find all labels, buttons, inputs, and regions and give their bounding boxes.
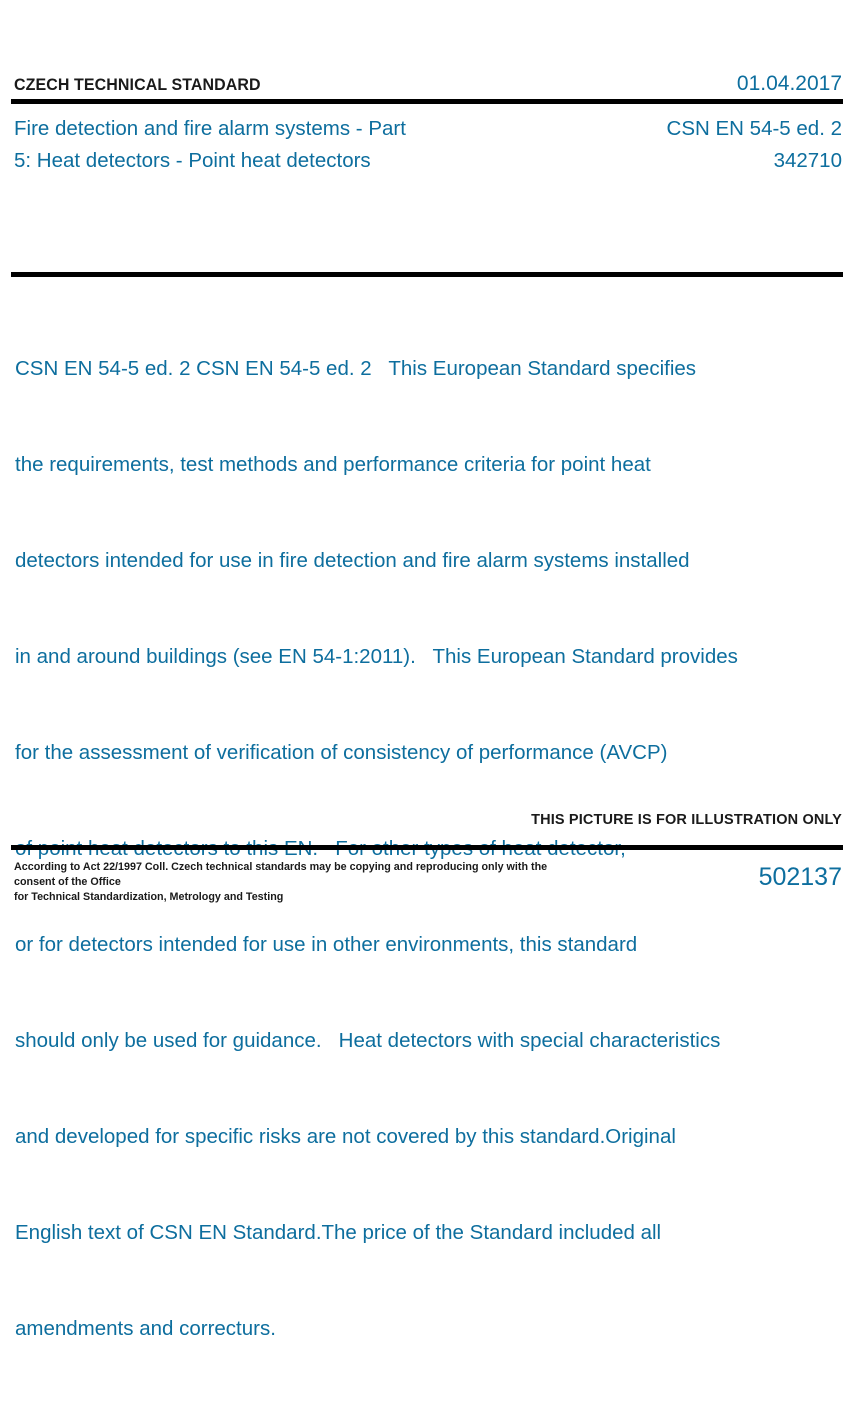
publication-date: 01.04.2017 xyxy=(736,72,842,95)
abstract-line: for the assessment of verification of consistency of performance (AVCP) xyxy=(15,741,668,764)
header-divider-rule xyxy=(11,99,843,104)
standard-title-line-2: 5: Heat detectors - Point heat detectors xyxy=(14,149,371,172)
standard-title-line-1: Fire detection and fire alarm systems - Part xyxy=(14,117,406,140)
copyright-note-line-1: According to Act 22/1997 Coll. Czech technical standards may be copying and reproducing only with the consent of the Office xyxy=(14,861,548,888)
abstract-line: detectors intended for use in fire detection and fire alarm systems installed xyxy=(15,549,690,572)
abstract-line: and developed for specific risks are not covered by this standard.Original xyxy=(15,1125,676,1148)
footer-divider-rule xyxy=(11,845,843,850)
catalog-number: 502137 xyxy=(758,863,842,891)
standard-classification-number: 342710 xyxy=(773,149,842,172)
standard-designation-code: CSN EN 54-5 ed. 2 xyxy=(666,117,842,140)
abstract-line: in and around buildings (see EN 54-1:2011). This European Standard provides xyxy=(15,645,738,668)
abstract-divider-rule xyxy=(11,272,843,277)
copyright-note xyxy=(14,860,590,905)
abstract-line: or for detectors intended for use in other environments, this standard xyxy=(15,933,638,956)
standard-title xyxy=(14,113,406,177)
abstract-line: the requirements, test methods and performance criteria for point heat xyxy=(15,453,651,476)
illustration-notice: THIS PICTURE IS FOR ILLUSTRATION ONLY xyxy=(531,812,842,828)
title-block xyxy=(14,113,842,253)
copyright-note-line-2: for Technical Standardization, Metrology and Testing xyxy=(14,891,284,903)
abstract-line: English text of CSN EN Standard.The price of the Standard included all xyxy=(15,1221,662,1244)
abstract-line: should only be used for guidance. Heat detectors with special characteristics xyxy=(15,1029,721,1052)
standard-designation xyxy=(667,113,842,177)
document-footer xyxy=(14,860,842,905)
document-header xyxy=(14,72,842,98)
standard-type-label: CZECH TECHNICAL STANDARD xyxy=(14,75,261,94)
abstract-line: amendments and correcturs. xyxy=(15,1317,276,1340)
abstract-line: CSN EN 54-5 ed. 2 CSN EN 54-5 ed. 2 This European Standard specifies xyxy=(15,357,697,380)
